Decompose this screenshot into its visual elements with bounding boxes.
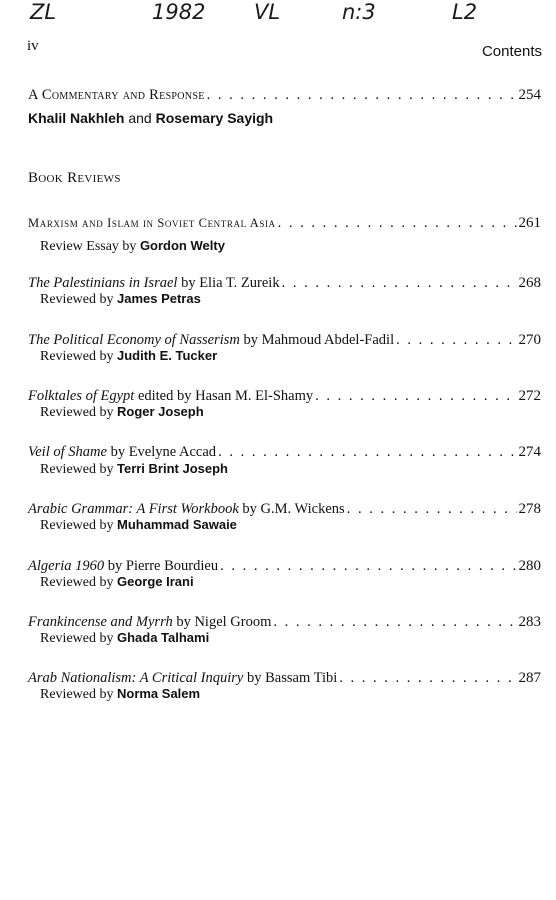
reviewer-role: Reviewed by [40,575,114,590]
reviewer-name: Terri Brint Joseph [116,461,228,476]
leader-dots [273,613,516,631]
book-title: Algeria 1960 [28,558,105,574]
reviewer-line [40,290,201,309]
toc-entry-page: 274 [518,444,541,460]
commentary-authors [28,110,273,126]
reviewer-role: Reviewed by [40,687,114,702]
reviewer-name: Ghada Talhami [116,630,210,645]
reviewer-name: Muhammad Sawaie [116,517,237,532]
leader-dots [339,669,516,687]
reviewer-line [40,516,237,535]
book-author: edited by Hasan M. El-Shamy [134,388,314,404]
running-head: Contents [481,43,542,60]
book-author: by G.M. Wickens [238,501,345,517]
book-title: Arabic Grammar: A First Workbook [28,501,239,517]
toc-entry-page: 278 [518,501,541,517]
toc-entry-commentary [28,86,541,104]
toc-entry-page: 283 [518,614,541,630]
reviewer-line [40,629,209,648]
reviewer-line [40,685,200,704]
author-name: Khalil Nakhleh [28,110,125,126]
page-number: iv [27,38,39,54]
reviewer-line [40,403,204,422]
reviewer-line [40,237,225,256]
handwritten-note-5: L2 [452,0,478,24]
leader-dots [218,443,516,461]
toc-entry [28,214,541,232]
book-author: by Pierre Bourdieu [104,558,219,574]
reviewer-role: Review Essay by [40,239,137,254]
leader-dots [282,274,517,292]
book-title: The Palestinians in Israel [28,275,178,291]
handwritten-note-4: n:3 [342,0,376,24]
reviewer-line [40,347,217,366]
book-title: The Political Economy of Nasserism [28,332,240,348]
toc-entry-page: 280 [518,558,541,574]
reviewer-name: Norma Salem [116,686,201,701]
reviewer-role: Reviewed by [40,518,114,533]
reviewer-role: Reviewed by [40,349,114,364]
toc-entry-page: 272 [518,388,541,404]
toc-entry-page: 270 [518,332,541,348]
reviewer-role: Reviewed by [40,631,114,646]
toc-entry-page: 261 [518,215,541,231]
handwritten-note-3: VL [254,0,281,24]
toc-entry [28,443,541,461]
book-author: by Mahmoud Abdel-Fadil [239,332,395,348]
reviewer-name: Gordon Welty [139,238,225,253]
reviewer-line [40,573,194,592]
toc-entry-page: 254 [518,87,541,103]
toc-entry-page: 287 [518,670,541,686]
leader-dots [315,387,516,405]
reviewer-role: Reviewed by [40,405,114,420]
toc-entry-page: 268 [518,275,541,291]
leader-dots [278,214,517,232]
handwritten-annotation [28,0,528,28]
handwritten-note-1: ZL [30,0,57,24]
book-title: Veil of Shame [28,444,107,460]
toc-entry-title: A Commentary and Response [28,87,205,103]
book-title: Folktales of Egypt [28,388,135,404]
reviewer-name: Roger Joseph [116,404,204,419]
section-heading-book-reviews: Book Reviews [28,170,121,186]
author-name: Rosemary Sayigh [155,110,274,126]
reviewer-line [40,460,228,479]
toc-entry-title: Marxism and Islam in Soviet Central Asia [28,216,276,230]
book-title: Frankincense and Myrrh [28,614,173,630]
book-author: by Elia T. Zureik [177,275,280,291]
reviewer-name: George Irani [116,574,194,589]
leader-dots [220,557,516,575]
book-author: by Nigel Groom [172,614,272,630]
book-author: by Evelyne Accad [106,444,217,460]
reviewer-name: James Petras [116,291,201,306]
reviewer-name: Judith E. Tucker [116,348,218,363]
author-conjunction: and [128,110,152,126]
book-author: by Bassam Tibi [243,670,338,686]
leader-dots [347,500,517,518]
reviewer-role: Reviewed by [40,292,114,307]
reviewer-role: Reviewed by [40,462,114,477]
book-title: Arab Nationalism: A Critical Inquiry [28,670,244,686]
handwritten-note-2: 1982 [152,0,206,24]
leader-dots [396,331,516,349]
leader-dots [207,86,517,104]
